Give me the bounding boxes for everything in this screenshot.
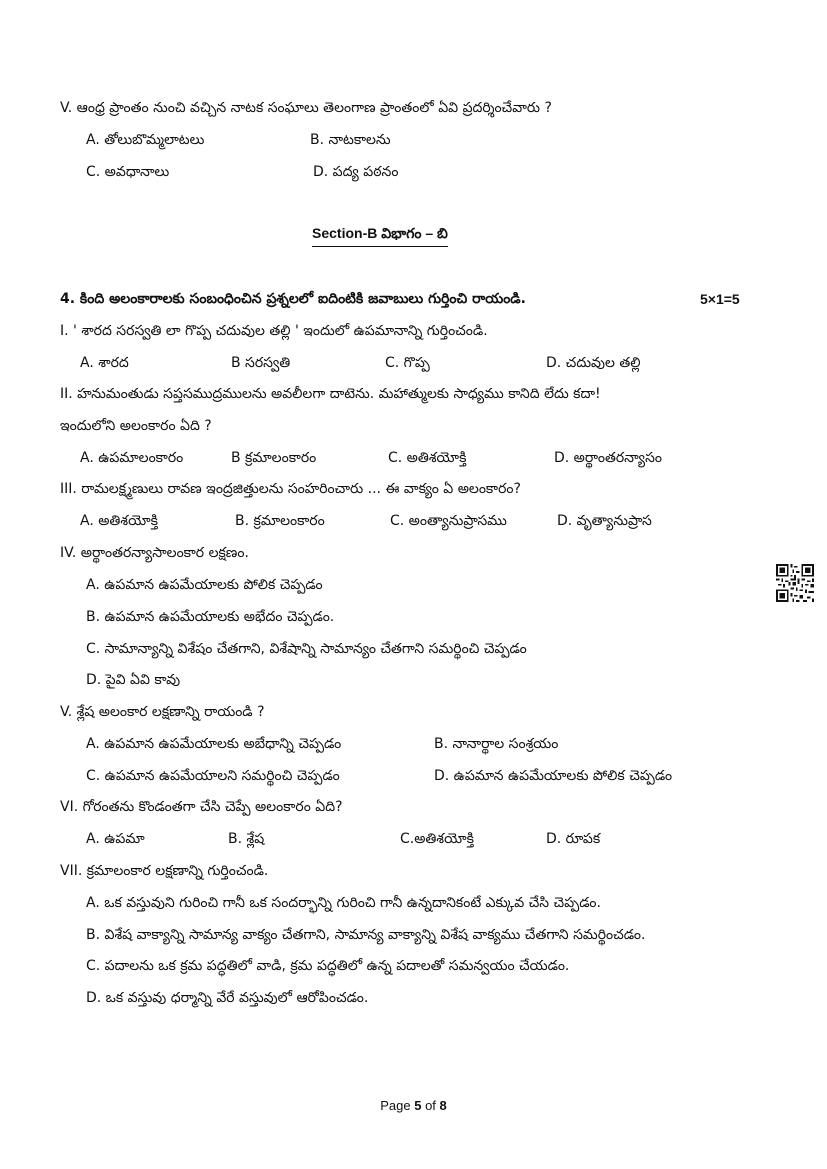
option-b: B. ఉపమాన ఉపమేయాలకు అభేదం చెప్పడం. xyxy=(86,609,335,625)
option-a: A. అతిశయోక్తి xyxy=(80,513,158,529)
option-c: C. సామాన్యాన్ని విశేషం చేతగాని, విశేషాన్ని సామాన్యం చేతగాని సమర్థించి చెప్పడం xyxy=(86,641,527,657)
option-b: B క్రమాలంకారం xyxy=(231,450,317,466)
option-c: C. అంత్యానుప్రాసము xyxy=(390,513,507,529)
question-ii-text: II. హనుమంతుడు సప్తసముద్రములను అవలీలగా దాటెను. మహాత్ములకు సాధ్యము కానిది లేదు కదా! xyxy=(60,386,601,402)
option-c: C.అతిశయోక్తి xyxy=(400,831,474,847)
option-d: D. ఒక వస్తువు ధర్మాన్ని వేరే వస్తువులో ఆరోపించడం. xyxy=(86,990,369,1006)
marks: 5×1=5 xyxy=(700,291,740,307)
question-vii-text: VII. క్రమాలంకార లక్షణాన్ని గుర్తించండి. xyxy=(60,863,269,879)
question-iii-text: III. రామలక్ష్మణులు రావణ ఇంద్రజిత్తులను సంహరించారు ... ఈ వాక్యం ఏ అలంకారం? xyxy=(60,481,521,497)
option-b: B సరస్వతి xyxy=(231,355,291,371)
option-a: A. ఉపమాన ఉపమేయాలకు పోలిక చెప్పడం xyxy=(86,577,323,593)
question-i-text: I. ' శారద సరస్వతి లా గొప్ప చదువుల తల్లి ' ఇందులో ఉపమానాన్ని గుర్తించండి. xyxy=(60,323,488,339)
option-b: B. నానార్థాల సంశ్రయం xyxy=(434,736,559,752)
option-a: A. ఉపమా xyxy=(86,831,145,847)
option-b: B. శ్లేష xyxy=(228,831,265,847)
option-b: B. క్రమాలంకారం xyxy=(235,513,325,529)
page-current: 5 xyxy=(414,1098,422,1113)
option-d: D. రూపక xyxy=(546,831,601,847)
option-b: B. నాటకాలను xyxy=(310,132,391,148)
option-d: D. వృత్యానుప్రాస xyxy=(557,513,652,529)
option-c: C. పదాలను ఒక క్రమ పద్ధతిలో వాడి, క్రమ పద్ధతిలో ఉన్న పదాలతో సమన్వయం చేయడం. xyxy=(86,958,570,974)
question-vi-text: VI. గోరంతను కొండంతగా చేసి చెప్పే అలంకారం ఏది? xyxy=(60,799,343,815)
option-d: D. అర్థాంతరన్యాసం xyxy=(554,450,663,466)
option-a: A. తోలుబొమ్మలాటలు xyxy=(86,132,205,148)
question-ii-text-cont: ఇందులోని అలంకారం ఏది ? xyxy=(60,418,212,434)
option-c: C. అతిశయోక్తి xyxy=(388,450,467,466)
question-v-text: V. ఆంధ్ర ప్రాంతం నుంచి వచ్చిన నాటక సంఘాలు తెలంగాణ ప్రాంతంలో ఏవి ప్రదర్శించేవారు ? xyxy=(60,100,552,116)
option-c: C. ఉపమాన ఉపమేయాలని సమర్థించి చెప్పడం xyxy=(86,768,340,784)
qr-code-icon xyxy=(776,563,814,603)
option-a: A. ఒక వస్తువుని గురించి గానీ ఒక సందర్భాన్ని గురించి గానీ ఉన్నదానికంటే ఎక్కువ చేసి చెప్పడం. xyxy=(86,895,601,911)
option-c: C. అవధానాలు xyxy=(86,164,170,180)
option-b: B. విశేష వాక్యాన్ని సామాన్య వాక్యం చేతగాని, సామాన్య వాక్యాన్ని విశేష వాక్యము చేతగాని సమర్థించడం. xyxy=(86,927,646,943)
option-d: D. పద్య పఠనం xyxy=(313,164,399,180)
page-footer xyxy=(0,1098,827,1113)
option-d: D. చదువుల తల్లి xyxy=(546,355,641,371)
page-of: of xyxy=(425,1098,436,1113)
section-title: Section-B విభాగం – బి xyxy=(312,225,448,247)
page-label: Page xyxy=(380,1098,411,1113)
option-d: D. పైవి ఏవి కావు xyxy=(86,672,181,688)
page-total: 8 xyxy=(439,1098,447,1113)
option-a: A. శారద xyxy=(80,355,129,371)
question-4-heading: 4. కింది అలంకారాలకు సంబంధించిన ప్రశ్నలలో ఐదింటికి జవాబులు గుర్తించి రాయండి. xyxy=(60,291,526,307)
option-d: D. ఉపమాన ఉపమేయాలకు పోలిక చెప్పడం xyxy=(434,768,673,784)
option-a: A. ఉపమాన ఉపమేయాలకు అబేధాన్ని చెప్పడం xyxy=(86,736,342,752)
question-v2-text: V. శ్లేష అలంకార లక్షణాన్ని రాయండి ? xyxy=(60,704,265,720)
option-c: C. గొప్ప xyxy=(385,355,430,371)
question-iv-text: IV. అర్థాంతరన్యాసాలంకార లక్షణం. xyxy=(60,545,249,561)
option-a: A. ఉపమాలంకారం xyxy=(80,450,184,466)
